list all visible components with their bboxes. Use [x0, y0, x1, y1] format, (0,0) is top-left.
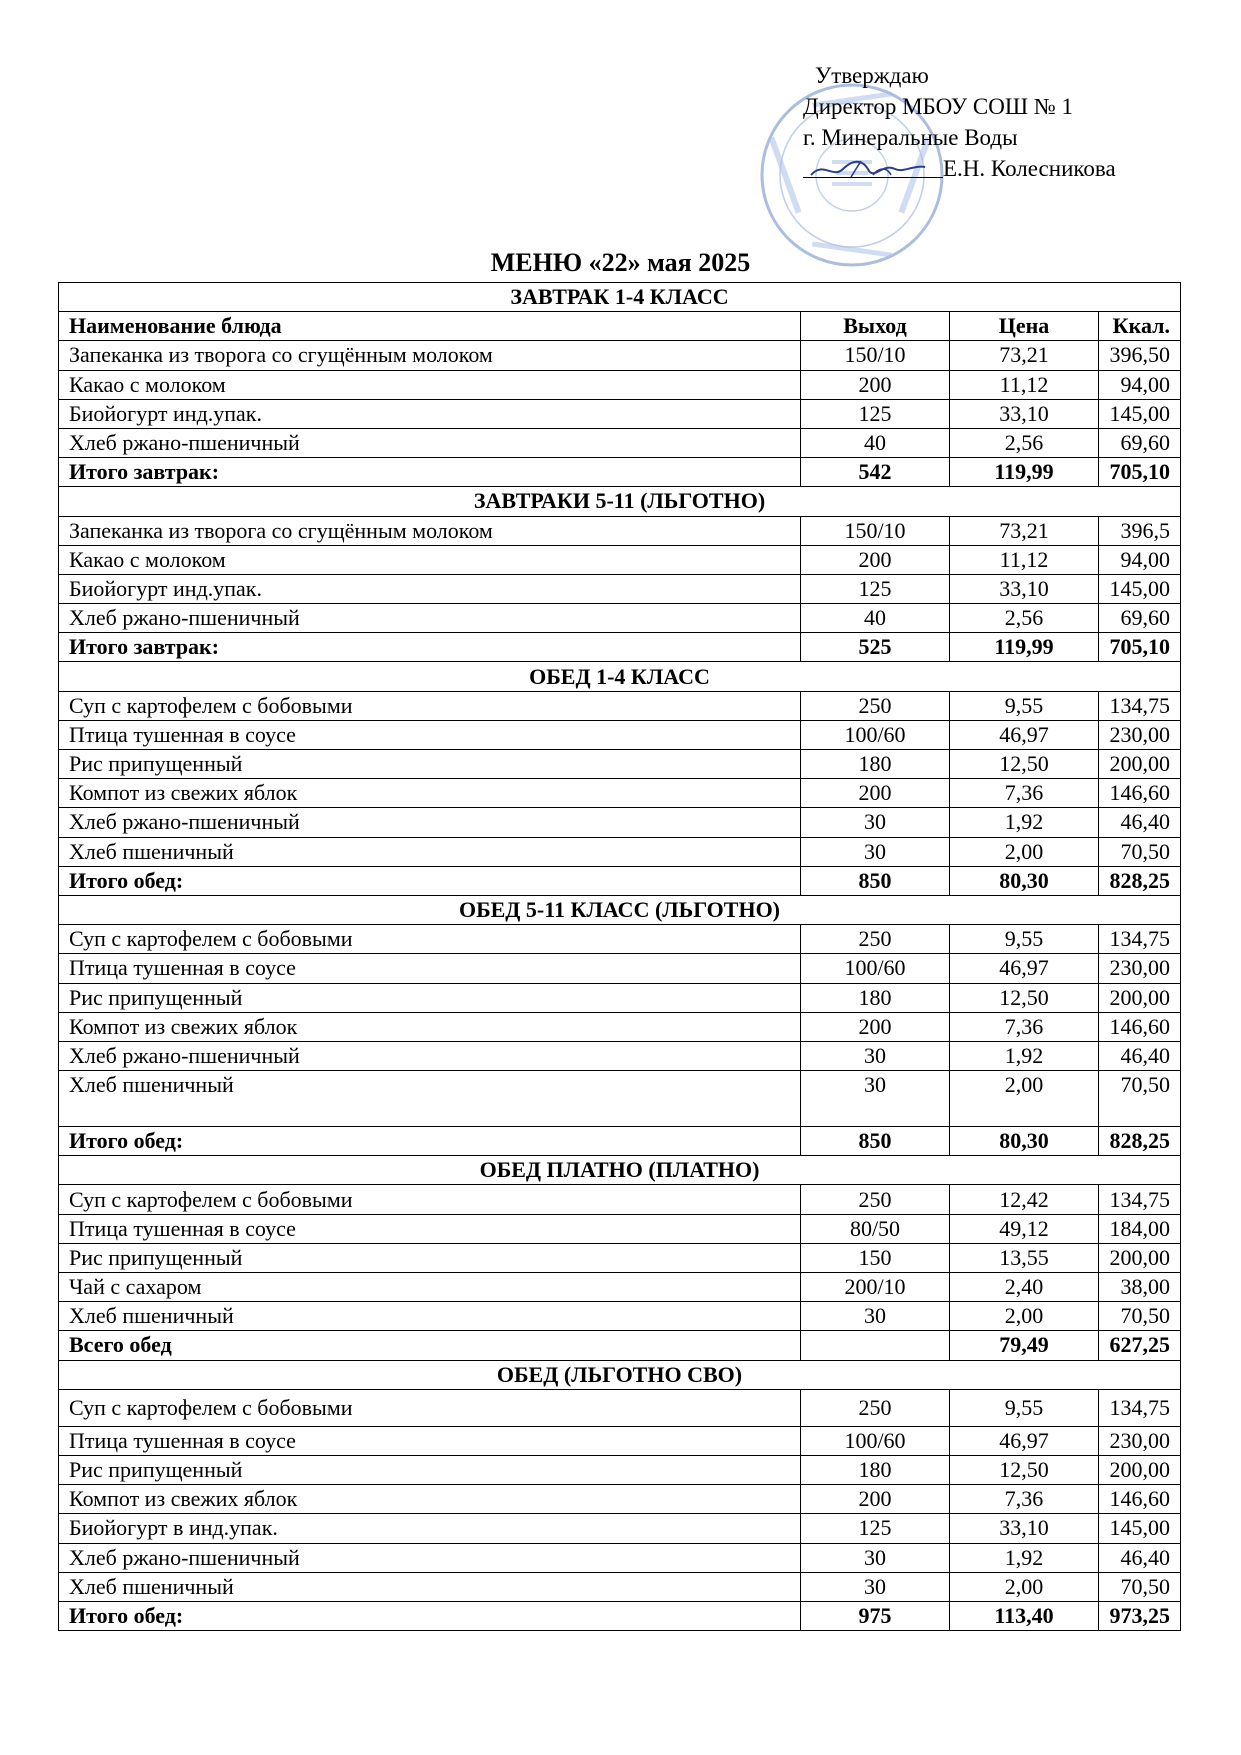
cell-out: 180: [801, 750, 950, 779]
cell-name: Хлеб пшеничный: [59, 1572, 801, 1601]
cell-name: Рис припущенный: [59, 750, 801, 779]
cell-price: 9,55: [950, 691, 1099, 720]
section-title-row: [59, 1360, 1181, 1389]
section-title: ЗАВТРАК 1-4 КЛАСС: [59, 283, 1181, 312]
cell-price: 13,55: [950, 1243, 1099, 1272]
cell-kcal: 46,40: [1099, 1041, 1181, 1070]
cell-out: 180: [801, 1455, 950, 1484]
cell-out: 250: [801, 1389, 950, 1426]
cell-name: Хлеб пшеничный: [59, 837, 801, 866]
cell-kcal: 200,00: [1099, 1455, 1181, 1484]
cell-kcal: 230,00: [1099, 1426, 1181, 1455]
table-row: [59, 399, 1181, 428]
cell-name: Рис припущенный: [59, 1243, 801, 1272]
cell-out: 125: [801, 1514, 950, 1543]
cell-out: 100/60: [801, 720, 950, 749]
cell-kcal: 200,00: [1099, 983, 1181, 1012]
cell-name: Суп с картофелем с бобовыми: [59, 925, 801, 954]
cell-kcal: 145,00: [1099, 1514, 1181, 1543]
cell-price: 73,21: [950, 341, 1099, 370]
total-name: Итого обед:: [59, 1127, 801, 1156]
cell-price: 12,42: [950, 1185, 1099, 1214]
cell-out: 200: [801, 1485, 950, 1514]
total-kcal: 973,25: [1099, 1601, 1181, 1630]
cell-name: Суп с картофелем с бобовыми: [59, 1389, 801, 1426]
total-kcal: 828,25: [1099, 1127, 1181, 1156]
cell-kcal: 94,00: [1099, 370, 1181, 399]
cell-out: 150/10: [801, 341, 950, 370]
cell-name: Запеканка из творога со сгущённым молоком: [59, 341, 801, 370]
total-row: [59, 866, 1181, 895]
cell-price: 1,92: [950, 1041, 1099, 1070]
cell-price: 2,00: [950, 1302, 1099, 1331]
cell-out: 125: [801, 574, 950, 603]
cell-out: 40: [801, 428, 950, 457]
handwritten-signature: [803, 157, 943, 181]
total-name: Итого завтрак:: [59, 633, 801, 662]
cell-name: Суп с картофелем с бобовыми: [59, 1185, 801, 1214]
table-row: [59, 837, 1181, 866]
cell-name: Рис припущенный: [59, 1455, 801, 1484]
cell-out: 30: [801, 837, 950, 866]
table-row: [59, 574, 1181, 603]
cell-price: 46,97: [950, 720, 1099, 749]
cell-out: 150: [801, 1243, 950, 1272]
cell-out: 100/60: [801, 954, 950, 983]
cell-kcal: 134,75: [1099, 691, 1181, 720]
total-out: [801, 1331, 950, 1360]
total-name: Итого обед:: [59, 866, 801, 895]
total-row: [59, 458, 1181, 487]
approval-city: г. Минеральные Воды: [803, 125, 1018, 150]
cell-out: 30: [801, 808, 950, 837]
cell-out: 200: [801, 1012, 950, 1041]
menu-table-body: [59, 283, 1181, 1631]
table-row: [59, 370, 1181, 399]
cell-name: Хлеб ржано-пшеничный: [59, 1041, 801, 1070]
cell-price: 2,00: [950, 1572, 1099, 1601]
table-row: [59, 545, 1181, 574]
section-title-row: [59, 895, 1181, 924]
cell-name: Компот из свежих яблок: [59, 779, 801, 808]
cell-name: Биойогурт в инд.упак.: [59, 1514, 801, 1543]
table-row: [59, 1426, 1181, 1455]
table-row: [59, 1071, 1181, 1127]
section-title-row: [59, 1156, 1181, 1185]
cell-out: 180: [801, 983, 950, 1012]
cell-price: 12,50: [950, 983, 1099, 1012]
total-price: 119,99: [950, 633, 1099, 662]
cell-kcal: 146,60: [1099, 1012, 1181, 1041]
column-header-kcal: Ккал.: [1099, 312, 1181, 341]
cell-name: Хлеб ржано-пшеничный: [59, 428, 801, 457]
cell-kcal: 70,50: [1099, 837, 1181, 866]
page-title: МЕНЮ «22» мая 2025: [490, 248, 751, 277]
total-out: 542: [801, 458, 950, 487]
cell-price: 2,00: [950, 1071, 1099, 1127]
total-price: 80,30: [950, 1127, 1099, 1156]
cell-price: 7,36: [950, 1485, 1099, 1514]
column-header-out: Выход: [801, 312, 950, 341]
cell-name: Компот из свежих яблок: [59, 1012, 801, 1041]
section-title: ЗАВТРАКИ 5-11 (ЛЬГОТНО): [59, 487, 1181, 516]
cell-price: 73,21: [950, 516, 1099, 545]
table-row: [59, 1514, 1181, 1543]
cell-out: 30: [801, 1302, 950, 1331]
total-name: Всего обед: [59, 1331, 801, 1360]
cell-price: 12,50: [950, 750, 1099, 779]
table-row: [59, 691, 1181, 720]
cell-price: 11,12: [950, 370, 1099, 399]
section-title: ОБЕД (ЛЬГОТНО СВО): [59, 1360, 1181, 1389]
table-row: [59, 808, 1181, 837]
table-row: [59, 1243, 1181, 1272]
cell-kcal: 184,00: [1099, 1214, 1181, 1243]
cell-price: 12,50: [950, 1455, 1099, 1484]
cell-kcal: 46,40: [1099, 1543, 1181, 1572]
cell-kcal: 70,50: [1099, 1071, 1181, 1127]
cell-name: Суп с картофелем с бобовыми: [59, 691, 801, 720]
cell-out: 250: [801, 925, 950, 954]
table-row: [59, 779, 1181, 808]
cell-out: 250: [801, 691, 950, 720]
cell-name: Биойогурт инд.упак.: [59, 574, 801, 603]
cell-name: Рис припущенный: [59, 983, 801, 1012]
cell-kcal: 94,00: [1099, 545, 1181, 574]
cell-name: Какао с молоком: [59, 370, 801, 399]
cell-out: 250: [801, 1185, 950, 1214]
cell-kcal: 134,75: [1099, 925, 1181, 954]
cell-kcal: 200,00: [1099, 750, 1181, 779]
total-out: 850: [801, 1127, 950, 1156]
cell-price: 33,10: [950, 1514, 1099, 1543]
cell-name: Запеканка из творога со сгущённым молоком: [59, 516, 801, 545]
cell-price: 1,92: [950, 1543, 1099, 1572]
cell-out: 30: [801, 1071, 950, 1127]
table-row: [59, 925, 1181, 954]
total-kcal: 828,25: [1099, 866, 1181, 895]
cell-name: Хлеб пшеничный: [59, 1071, 801, 1127]
cell-kcal: 200,00: [1099, 1243, 1181, 1272]
cell-out: 200/10: [801, 1273, 950, 1302]
cell-out: 80/50: [801, 1214, 950, 1243]
cell-out: 125: [801, 399, 950, 428]
approval-signature-line: [803, 153, 1116, 184]
cell-kcal: 146,60: [1099, 1485, 1181, 1514]
cell-kcal: 145,00: [1099, 399, 1181, 428]
cell-out: 30: [801, 1041, 950, 1070]
cell-price: 9,55: [950, 1389, 1099, 1426]
table-header-row: [59, 312, 1181, 341]
total-row: [59, 1127, 1181, 1156]
cell-price: 7,36: [950, 1012, 1099, 1041]
cell-kcal: 146,60: [1099, 779, 1181, 808]
table-row: [59, 1041, 1181, 1070]
section-title-row: [59, 487, 1181, 516]
total-kcal: 705,10: [1099, 458, 1181, 487]
cell-kcal: 134,75: [1099, 1389, 1181, 1426]
cell-name: Птица тушенная в соусе: [59, 1426, 801, 1455]
cell-price: 11,12: [950, 545, 1099, 574]
cell-price: 1,92: [950, 808, 1099, 837]
approval-label: Утверждаю: [815, 63, 929, 88]
cell-price: 33,10: [950, 399, 1099, 428]
section-title: ОБЕД 1-4 КЛАСС: [59, 662, 1181, 691]
cell-out: 30: [801, 1543, 950, 1572]
table-row: [59, 428, 1181, 457]
cell-kcal: 69,60: [1099, 604, 1181, 633]
total-out: 525: [801, 633, 950, 662]
cell-out: 40: [801, 604, 950, 633]
cell-name: Какао с молоком: [59, 545, 801, 574]
cell-name: Хлеб ржано-пшеничный: [59, 1543, 801, 1572]
table-row: [59, 604, 1181, 633]
column-header-name: Наименование блюда: [59, 312, 801, 341]
cell-price: 33,10: [950, 574, 1099, 603]
cell-out: 200: [801, 370, 950, 399]
total-row: [59, 633, 1181, 662]
approval-position: Директор МБОУ СОШ № 1: [803, 94, 1074, 119]
cell-price: 2,00: [950, 837, 1099, 866]
cell-out: 100/60: [801, 1426, 950, 1455]
cell-name: Птица тушенная в соусе: [59, 954, 801, 983]
table-row: [59, 1389, 1181, 1426]
cell-kcal: 134,75: [1099, 1185, 1181, 1214]
cell-price: 2,40: [950, 1273, 1099, 1302]
cell-price: 7,36: [950, 779, 1099, 808]
total-out: 850: [801, 866, 950, 895]
cell-out: 200: [801, 779, 950, 808]
cell-name: Компот из свежих яблок: [59, 1485, 801, 1514]
table-row: [59, 1273, 1181, 1302]
table-row: [59, 983, 1181, 1012]
cell-price: 46,97: [950, 1426, 1099, 1455]
table-row: [59, 1302, 1181, 1331]
cell-price: 2,56: [950, 428, 1099, 457]
approval-block: [803, 60, 1116, 184]
cell-price: 46,97: [950, 954, 1099, 983]
cell-name: Чай с сахаром: [59, 1273, 801, 1302]
total-kcal: 705,10: [1099, 633, 1181, 662]
total-price: 113,40: [950, 1601, 1099, 1630]
cell-kcal: 70,50: [1099, 1302, 1181, 1331]
section-title: ОБЕД ПЛАТНО (ПЛАТНО): [59, 1156, 1181, 1185]
total-name: Итого завтрак:: [59, 458, 801, 487]
signature-field: [803, 157, 943, 178]
total-row: [59, 1601, 1181, 1630]
cell-name: Хлеб ржано-пшеничный: [59, 808, 801, 837]
section-title-row: [59, 662, 1181, 691]
cell-name: Хлеб пшеничный: [59, 1302, 801, 1331]
cell-name: Биойогурт инд.упак.: [59, 399, 801, 428]
column-header-price: Цена: [950, 312, 1099, 341]
cell-price: 2,56: [950, 604, 1099, 633]
total-price: 79,49: [950, 1331, 1099, 1360]
table-row: [59, 1185, 1181, 1214]
total-name: Итого обед:: [59, 1601, 801, 1630]
table-row: [59, 720, 1181, 749]
table-row: [59, 954, 1181, 983]
section-title-row: [59, 283, 1181, 312]
total-out: 975: [801, 1601, 950, 1630]
section-title: ОБЕД 5-11 КЛАСС (ЛЬГОТНО): [59, 895, 1181, 924]
cell-name: Хлеб ржано-пшеничный: [59, 604, 801, 633]
cell-kcal: 145,00: [1099, 574, 1181, 603]
total-price: 80,30: [950, 866, 1099, 895]
total-row: [59, 1331, 1181, 1360]
cell-out: 30: [801, 1572, 950, 1601]
total-kcal: 627,25: [1099, 1331, 1181, 1360]
cell-name: Птица тушенная в соусе: [59, 720, 801, 749]
cell-name: Птица тушенная в соусе: [59, 1214, 801, 1243]
cell-out: 200: [801, 545, 950, 574]
cell-price: 49,12: [950, 1214, 1099, 1243]
table-row: [59, 1485, 1181, 1514]
table-row: [59, 1543, 1181, 1572]
cell-kcal: 396,50: [1099, 341, 1181, 370]
cell-price: 9,55: [950, 925, 1099, 954]
table-row: [59, 750, 1181, 779]
total-price: 119,99: [950, 458, 1099, 487]
cell-kcal: 69,60: [1099, 428, 1181, 457]
menu-table: [58, 282, 1181, 1631]
table-row: [59, 516, 1181, 545]
cell-kcal: 230,00: [1099, 720, 1181, 749]
table-row: [59, 341, 1181, 370]
cell-out: 150/10: [801, 516, 950, 545]
cell-kcal: 70,50: [1099, 1572, 1181, 1601]
table-row: [59, 1214, 1181, 1243]
cell-kcal: 396,5: [1099, 516, 1181, 545]
approval-signer: Е.Н. Колесникова: [943, 156, 1116, 181]
table-row: [59, 1572, 1181, 1601]
table-row: [59, 1012, 1181, 1041]
cell-kcal: 230,00: [1099, 954, 1181, 983]
cell-kcal: 38,00: [1099, 1273, 1181, 1302]
table-row: [59, 1455, 1181, 1484]
cell-kcal: 46,40: [1099, 808, 1181, 837]
